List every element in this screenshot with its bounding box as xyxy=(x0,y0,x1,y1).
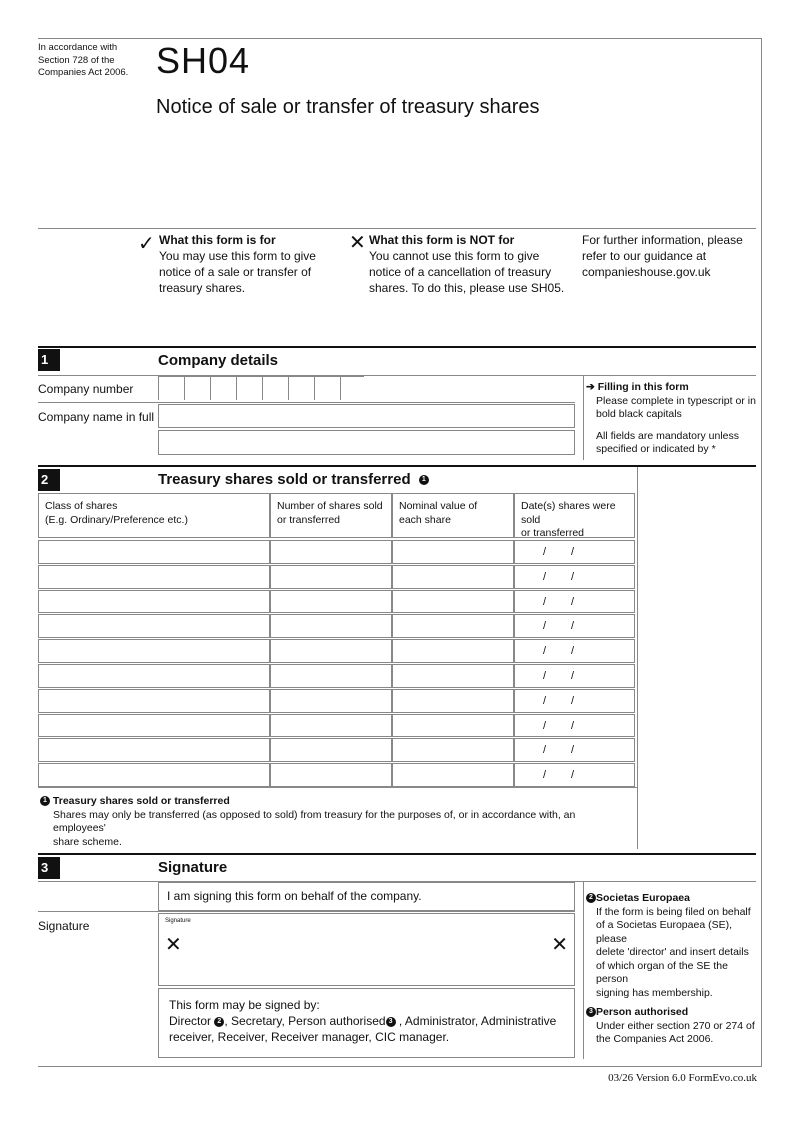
form-title: Notice of sale or transfer of treasury shares xyxy=(156,96,540,118)
check-icon: ✓ xyxy=(138,233,155,255)
date-separator: / xyxy=(571,769,575,782)
col-header-text: Number of shares sold xyxy=(277,500,383,512)
class-cell[interactable] xyxy=(38,540,270,564)
se-text-line: of which organ of the SE the person xyxy=(596,959,728,985)
col-header-text: Date(s) shares were sold xyxy=(521,500,616,526)
not-for-block xyxy=(369,232,579,296)
form-code: SH04 xyxy=(156,40,251,81)
col-header-text: (E.g. Ordinary/Preference etc.) xyxy=(45,513,188,526)
date-separator: / xyxy=(543,645,547,658)
help-text-line: bold black capitals xyxy=(596,408,682,420)
for-block xyxy=(159,232,359,296)
date-cell[interactable] xyxy=(514,664,635,688)
note-marker: 1 xyxy=(419,475,429,485)
intro-divider xyxy=(38,228,756,229)
signing-statement xyxy=(158,882,575,911)
footnote xyxy=(40,795,630,849)
date-separator: / xyxy=(543,670,547,682)
sign-here-x-icon: ✕ xyxy=(551,934,568,956)
not-for-text-line: shares. To do this, please use SH05. xyxy=(369,281,565,295)
number-cell[interactable] xyxy=(270,664,392,688)
for-text-line: notice of a sale or transfer of xyxy=(159,265,312,279)
signed-by-line xyxy=(169,1013,574,1029)
signed-by-box xyxy=(158,988,575,1058)
section1-number: 1 xyxy=(38,349,60,371)
for-title: What this form is for xyxy=(159,233,276,247)
for-text-line: treasury shares. xyxy=(159,281,246,295)
footnote-divider xyxy=(38,787,638,788)
number-cell[interactable] xyxy=(270,540,392,564)
date-separator: / xyxy=(571,670,575,682)
col-header-nominal xyxy=(392,493,514,538)
date-separator: / xyxy=(543,595,547,608)
date-cell[interactable] xyxy=(514,689,635,713)
note-marker: 2 xyxy=(214,1017,224,1027)
number-cell[interactable] xyxy=(270,714,392,738)
not-for-title: What this form is NOT for xyxy=(369,233,515,247)
date-separator: / xyxy=(543,546,547,558)
date-separator: / xyxy=(571,694,575,707)
date-cell[interactable] xyxy=(514,714,635,738)
date-separator: / xyxy=(571,744,575,757)
right-border xyxy=(761,38,762,1066)
help-text-line: specified or indicated by * xyxy=(596,443,716,455)
legal-note-line: Companies Act 2006. xyxy=(38,67,129,78)
note-marker: 2 xyxy=(586,893,596,903)
nominal-cell[interactable] xyxy=(392,763,514,787)
section3-number: 3 xyxy=(38,857,60,879)
class-cell[interactable] xyxy=(38,590,270,614)
version-footer: 03/26 Version 6.0 FormEvo.co.uk xyxy=(608,1072,757,1084)
date-cell[interactable] xyxy=(514,639,635,663)
number-cell[interactable] xyxy=(270,590,392,614)
section2-right-border xyxy=(637,467,638,849)
not-for-text-line: notice of a cancellation of treasury xyxy=(369,265,552,279)
se-note xyxy=(586,892,758,1047)
section1-subline xyxy=(38,375,756,376)
col-header-text: Class of shares xyxy=(45,500,118,512)
help-title: Filling in this form xyxy=(597,381,689,393)
date-separator: / xyxy=(571,570,575,583)
company-number-label: Company number xyxy=(38,382,134,396)
col-header-text: or transferred xyxy=(521,527,585,539)
legal-note-line: In accordance with xyxy=(38,42,118,53)
footnote-text-line: share scheme. xyxy=(53,835,122,848)
footer-divider xyxy=(38,1066,762,1067)
date-cell[interactable] xyxy=(514,590,635,614)
number-cell[interactable] xyxy=(270,565,392,589)
signed-by-title: This form may be signed by: xyxy=(169,998,320,1012)
class-cell[interactable] xyxy=(38,738,270,762)
col-header-text: or transferred xyxy=(277,513,341,526)
for-text-line: You may use this form to give xyxy=(159,249,316,263)
nominal-cell[interactable] xyxy=(392,639,514,663)
date-separator: / xyxy=(543,744,547,757)
info-text-line: companieshouse.gov.uk xyxy=(582,265,711,279)
nominal-cell[interactable] xyxy=(392,664,514,688)
signature-box-label: Signature xyxy=(165,918,191,924)
number-cell[interactable] xyxy=(270,763,392,787)
company-name-input-line1[interactable] xyxy=(158,404,575,428)
signature-box[interactable] xyxy=(158,913,575,986)
col-header-number xyxy=(270,493,392,538)
note-marker: 3 xyxy=(386,1017,396,1027)
section3-help-divider xyxy=(583,882,584,1059)
help-block xyxy=(586,381,758,457)
date-separator: / xyxy=(543,769,547,782)
se-title: Societas Europaea xyxy=(596,892,690,904)
class-cell[interactable] xyxy=(38,614,270,638)
company-number-box[interactable] xyxy=(314,376,340,400)
class-cell[interactable] xyxy=(38,689,270,713)
company-name-label: Company name in full xyxy=(38,410,155,424)
date-separator: / xyxy=(571,620,575,633)
legal-note-line: Section 728 of the xyxy=(38,54,115,66)
date-separator: / xyxy=(543,570,547,583)
row-divider xyxy=(38,402,575,403)
section2-divider xyxy=(38,465,756,467)
date-separator: / xyxy=(571,719,575,732)
nominal-cell[interactable] xyxy=(392,689,514,713)
nominal-cell[interactable] xyxy=(392,590,514,614)
info-block xyxy=(582,232,757,280)
arrow-right-icon: ➔ xyxy=(586,381,595,393)
col-header-date xyxy=(514,493,635,538)
company-number-box[interactable] xyxy=(236,376,262,400)
row-divider xyxy=(38,911,575,912)
col-header-text: each share xyxy=(399,513,451,526)
se-text-line: signing has membership. xyxy=(596,986,713,999)
signature-label: Signature xyxy=(38,919,90,933)
date-separator: / xyxy=(543,694,547,707)
date-separator: / xyxy=(543,620,547,633)
footnote-text-line: Shares may only be transferred (as opposed to sold) from treasury for the purposes of, or in accordance with, an employees' xyxy=(53,808,576,834)
footnote-title: Treasury shares sold or transferred xyxy=(52,795,230,807)
help-text-line: All fields are mandatory unless xyxy=(596,429,739,442)
col-header-text: Nominal value of xyxy=(399,500,478,512)
section2-title xyxy=(158,471,429,488)
signed-by-text: , Administrator, Administrative xyxy=(395,1014,557,1028)
date-cell[interactable] xyxy=(514,540,635,564)
pa-text-line: Under either section 270 or 274 of xyxy=(596,1019,755,1032)
company-number-box[interactable] xyxy=(184,376,210,400)
top-border xyxy=(38,38,762,39)
section3-title: Signature xyxy=(158,859,228,876)
number-cell[interactable] xyxy=(270,738,392,762)
signed-by-director: Director xyxy=(169,1014,212,1028)
class-cell[interactable] xyxy=(38,714,270,738)
date-cell[interactable] xyxy=(514,614,635,638)
company-number-box[interactable] xyxy=(288,376,314,400)
signed-by-text: , Secretary, Person authorised xyxy=(224,1014,386,1028)
class-cell[interactable] xyxy=(38,639,270,663)
info-text-line: refer to our guidance at xyxy=(582,249,707,263)
not-for-text-line: You cannot use this form to give xyxy=(369,249,540,263)
note-marker: 3 xyxy=(586,1007,596,1017)
legal-note xyxy=(38,42,128,80)
class-cell[interactable] xyxy=(38,763,270,787)
date-separator: / xyxy=(543,719,547,732)
number-cell[interactable] xyxy=(270,689,392,713)
help-text-line: Please complete in typescript or in xyxy=(596,394,756,407)
nominal-cell[interactable] xyxy=(392,540,514,564)
company-name-input-line2[interactable] xyxy=(158,430,575,455)
nominal-cell[interactable] xyxy=(392,565,514,589)
section2-title-text: Treasury shares sold or transferred xyxy=(158,471,411,488)
class-cell[interactable] xyxy=(38,565,270,589)
pa-text-line: the Companies Act 2006. xyxy=(596,1033,714,1045)
date-cell[interactable] xyxy=(514,738,635,762)
date-cell[interactable] xyxy=(514,565,635,589)
date-separator: / xyxy=(571,546,575,558)
number-cell[interactable] xyxy=(270,639,392,663)
se-text-line: of a Societas Europaea (SE), please xyxy=(596,919,732,945)
info-text-line: For further information, please xyxy=(582,233,743,247)
company-number-box[interactable] xyxy=(262,376,288,400)
company-number-input[interactable] xyxy=(158,376,364,401)
section1-divider xyxy=(38,346,756,348)
se-text-line: delete 'director' and insert details xyxy=(596,946,749,958)
col-header-class xyxy=(38,493,270,538)
sign-here-x-icon: ✕ xyxy=(165,934,182,956)
date-separator: / xyxy=(571,645,575,658)
pa-title: Person authorised xyxy=(596,1006,689,1018)
section2-number: 2 xyxy=(38,469,60,491)
signed-by-line: receiver, Receiver, Receiver manager, CIC manager. xyxy=(169,1030,450,1044)
signing-statement-text: I am signing this form on behalf of the company. xyxy=(167,889,422,903)
se-text-line: If the form is being filed on behalf xyxy=(596,905,751,918)
nominal-cell[interactable] xyxy=(392,714,514,738)
date-cell[interactable] xyxy=(514,763,635,787)
company-number-box[interactable] xyxy=(210,376,236,400)
section3-divider xyxy=(38,853,756,855)
cross-icon: ✕ xyxy=(349,232,366,254)
nominal-cell[interactable] xyxy=(392,614,514,638)
company-number-box[interactable] xyxy=(340,376,364,400)
number-cell[interactable] xyxy=(270,614,392,638)
nominal-cell[interactable] xyxy=(392,738,514,762)
help-divider xyxy=(583,376,584,460)
date-separator: / xyxy=(571,595,575,608)
class-cell[interactable] xyxy=(38,664,270,688)
section1-title: Company details xyxy=(158,352,279,369)
company-number-box[interactable] xyxy=(158,376,184,400)
note-marker: 1 xyxy=(40,796,50,806)
